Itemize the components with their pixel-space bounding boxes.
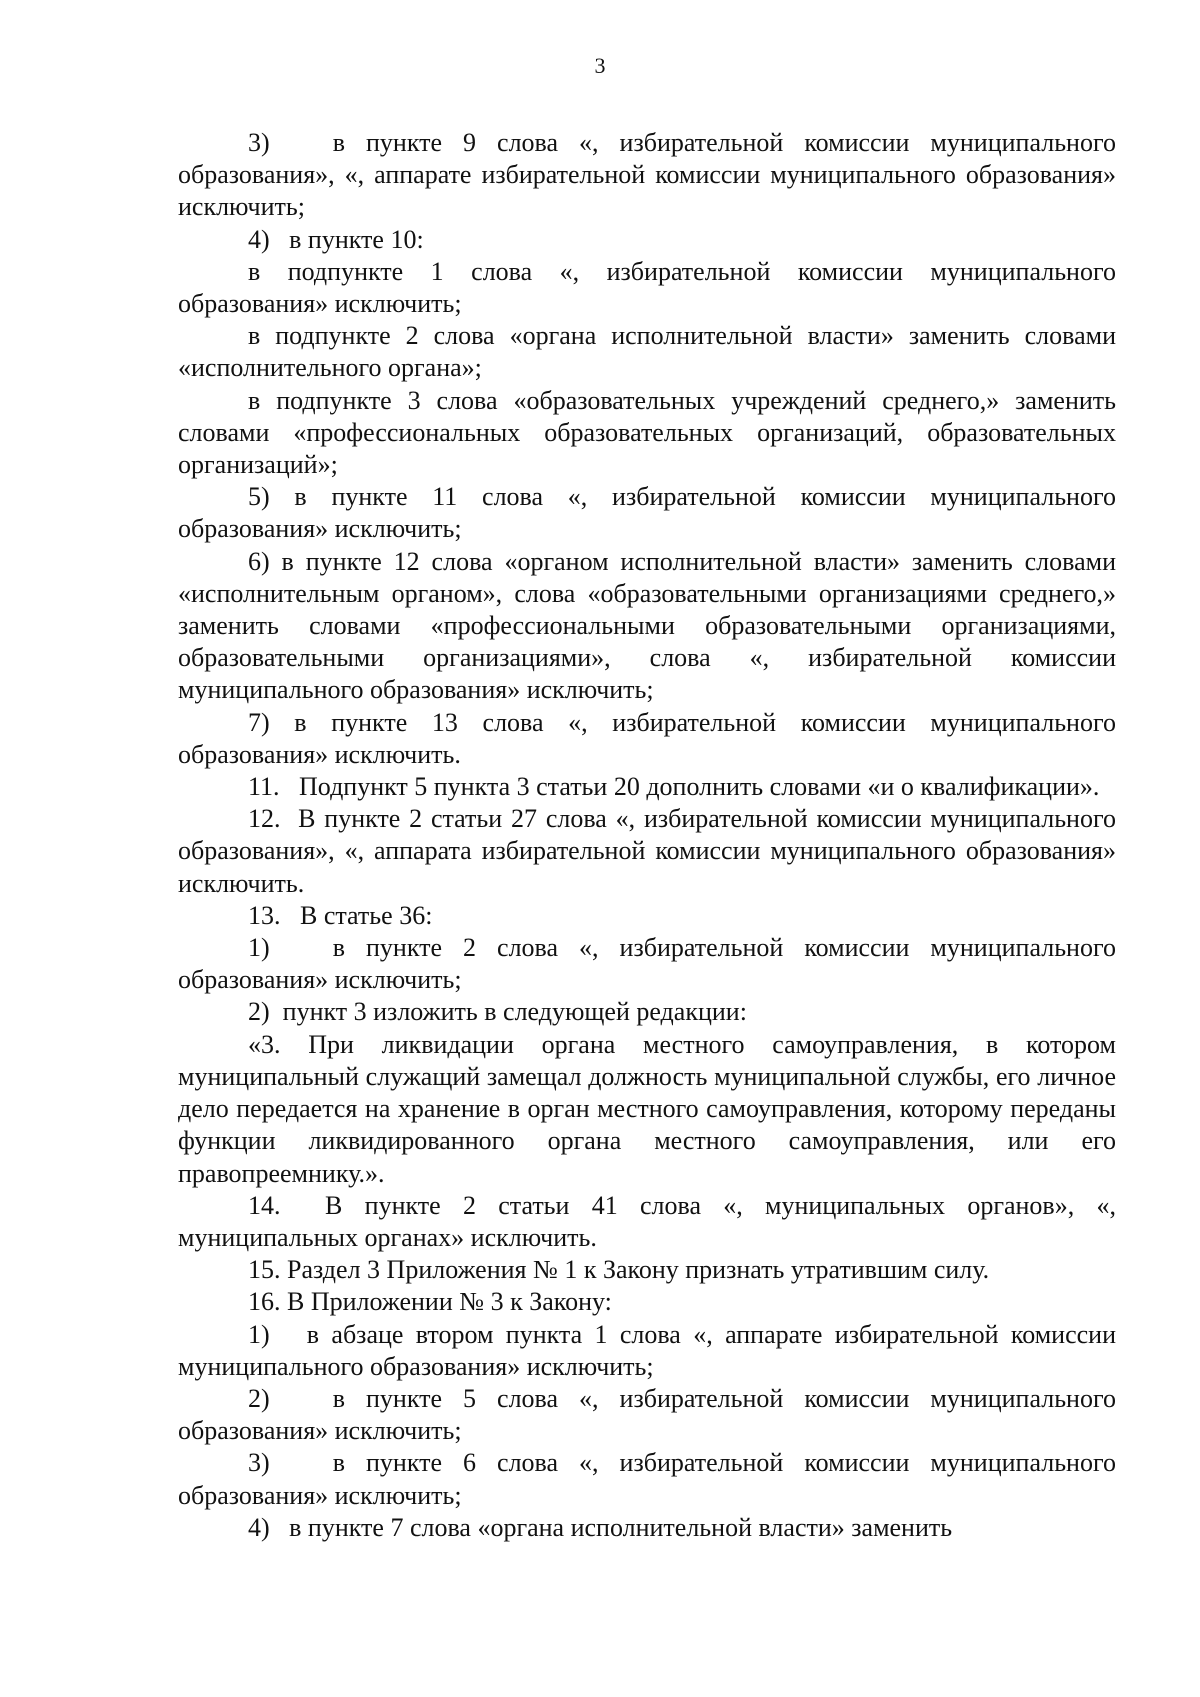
paragraph-4-punkt-10: 4) в пункте 10: [248, 224, 424, 254]
paragraph-quoted-punkt-3: «3. При ликвидации органа местного самоуправления, в котором муниципальный служащий замещал должность муниципальной службы, его личное дело передается на хранение в орган местного самоуправления, которому переданы функции ликвидированного органа местного самоуправления, или его правопреемнику.». [178, 1029, 1116, 1188]
paragraph-subpunkt-1: в подпункте 1 слова «, избирательной комиссии муниципального образования» исключить; [178, 256, 1116, 319]
paragraph-item-15: 15. Раздел 3 Приложения № 1 к Закону признать утратившим силу. [248, 1255, 990, 1285]
paragraph-16-sub-1: 1) в абзаце втором пункта 1 слова «, аппарате избирательной комиссии муниципального образования» исключить; [178, 1319, 1116, 1381]
paragraph-item-11: 11. Подпункт 5 пункта 3 статьи 20 дополнить словами «и о квалификации». [248, 772, 1100, 802]
paragraph-13-sub-1: 1) в пункте 2 слова «, избирательной комиссии муниципального образования» исключить; [178, 933, 1116, 995]
paragraph-5-punkt-11: 5) в пункте 11 слова «, избирательной комиссии муниципального образования» исключить; [178, 482, 1116, 544]
paragraph-7-punkt-13: 7) в пункте 13 слова «, избирательной комиссии муниципального образования» исключить. [178, 707, 1116, 769]
paragraph-item-12: 12. В пункте 2 статьи 27 слова «, избирательной комиссии муниципального образования», «, аппарата избирательной комиссии муниципального образования» исключить. [178, 804, 1116, 898]
paragraph-item-13: 13. В статье 36: [248, 900, 433, 930]
paragraph-item-16: 16. В Приложении № 3 к Закону: [248, 1287, 612, 1317]
paragraph-subpunkt-2: в подпункте 2 слова «органа исполнительной власти» заменить словами «исполнительного органа»; [178, 321, 1116, 383]
paragraph-item-14: 14. В пункте 2 статьи 41 слова «, муниципальных органов», «, муниципальных органах» исключить. [178, 1190, 1116, 1252]
paragraph-3-punkt-9: 3) в пункте 9 слова «, избирательной комиссии муниципального образования», «, аппарате избирательной комиссии муниципального образования» исключить; [178, 128, 1116, 222]
paragraph-16-sub-3: 3) в пункте 6 слова «, избирательной комиссии муниципального образования» исключить; [178, 1448, 1116, 1510]
paragraph-subpunkt-3: в подпункте 3 слова «образовательных учреждений среднего,» заменить словами «профессиональных образовательных организаций, образовательных организаций»; [178, 385, 1116, 480]
paragraph-6-punkt-12: 6) в пункте 12 слова «органом исполнительной власти» заменить словами «исполнительным органом», слова «образовательными организациями среднего,» заменить словами «профессиональными образовательными организациями, образовательными организациями», слова «, избирательной комиссии муниципального образования» исключить; [178, 546, 1116, 705]
paragraph-13-sub-2: 2) пункт 3 изложить в следующей редакции: [248, 997, 747, 1027]
paragraph-16-sub-2: 2) в пункте 5 слова «, избирательной комиссии муниципального образования» исключить; [178, 1383, 1116, 1446]
paragraph-16-sub-4: 4) в пункте 7 слова «органа исполнительной власти» заменить [248, 1512, 953, 1542]
page-number: 3 [594, 53, 606, 78]
document-body [178, 127, 1116, 1544]
